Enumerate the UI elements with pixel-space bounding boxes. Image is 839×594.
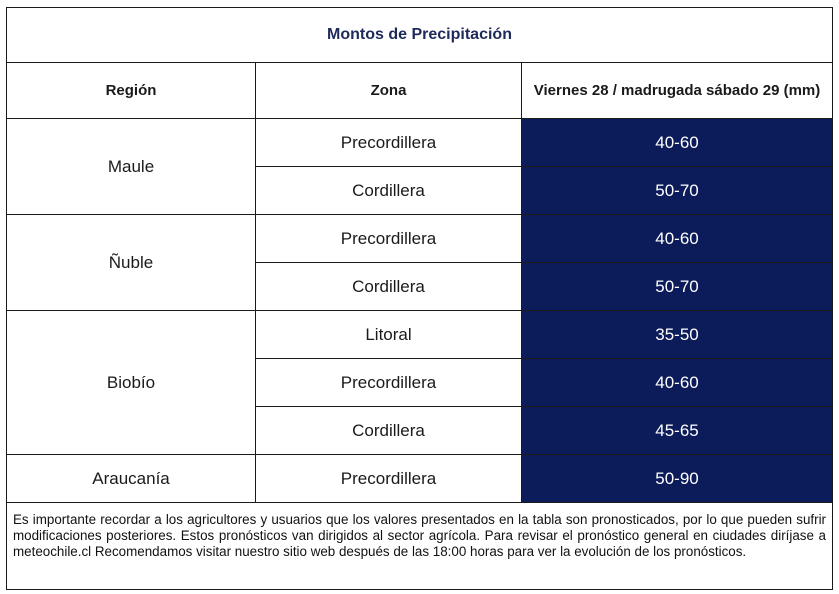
value-cell: 40-60 bbox=[522, 119, 833, 167]
zone-cell: Cordillera bbox=[256, 263, 522, 311]
zone-cell: Cordillera bbox=[256, 167, 522, 215]
table-row bbox=[7, 215, 833, 263]
region-cell-nuble: Ñuble bbox=[7, 215, 256, 311]
zone-cell: Precordillera bbox=[256, 119, 522, 167]
header-zone: Zona bbox=[256, 63, 522, 119]
zone-cell: Precordillera bbox=[256, 215, 522, 263]
table-title: Montos de Precipitación bbox=[7, 8, 833, 63]
value-cell: 45-65 bbox=[522, 407, 833, 455]
footnote-text: Es importante recordar a los agricultores y usuarios que los valores presentados en la tabla son pronosticados, por lo que pueden sufrir modificaciones posteriores. Estos pronósticos van dirigidos al sector agrícola. Para revisar el pronóstico general en ciudades diríjase a meteochile.cl Recomendamos visitar nuestro sitio web después de las 18:00 horas para ver la evolución de los pronósticos. bbox=[7, 503, 833, 590]
region-cell-biobio: Biobío bbox=[7, 311, 256, 455]
header-region: Región bbox=[7, 63, 256, 119]
precipitation-table bbox=[6, 7, 833, 590]
value-cell: 40-60 bbox=[522, 215, 833, 263]
table-row bbox=[7, 119, 833, 167]
zone-cell: Precordillera bbox=[256, 359, 522, 407]
footnote-row bbox=[7, 503, 833, 590]
table-row bbox=[7, 311, 833, 359]
zone-cell: Precordillera bbox=[256, 455, 522, 503]
zone-cell: Cordillera bbox=[256, 407, 522, 455]
precipitation-sheet bbox=[6, 7, 832, 588]
value-cell: 40-60 bbox=[522, 359, 833, 407]
region-cell-maule: Maule bbox=[7, 119, 256, 215]
region-cell-araucania: Araucanía bbox=[7, 455, 256, 503]
value-cell: 50-70 bbox=[522, 263, 833, 311]
value-cell: 50-70 bbox=[522, 167, 833, 215]
value-cell: 50-90 bbox=[522, 455, 833, 503]
table-row bbox=[7, 455, 833, 503]
value-cell: 35-50 bbox=[522, 311, 833, 359]
header-amount: Viernes 28 / madrugada sábado 29 (mm) bbox=[522, 63, 833, 119]
zone-cell: Litoral bbox=[256, 311, 522, 359]
